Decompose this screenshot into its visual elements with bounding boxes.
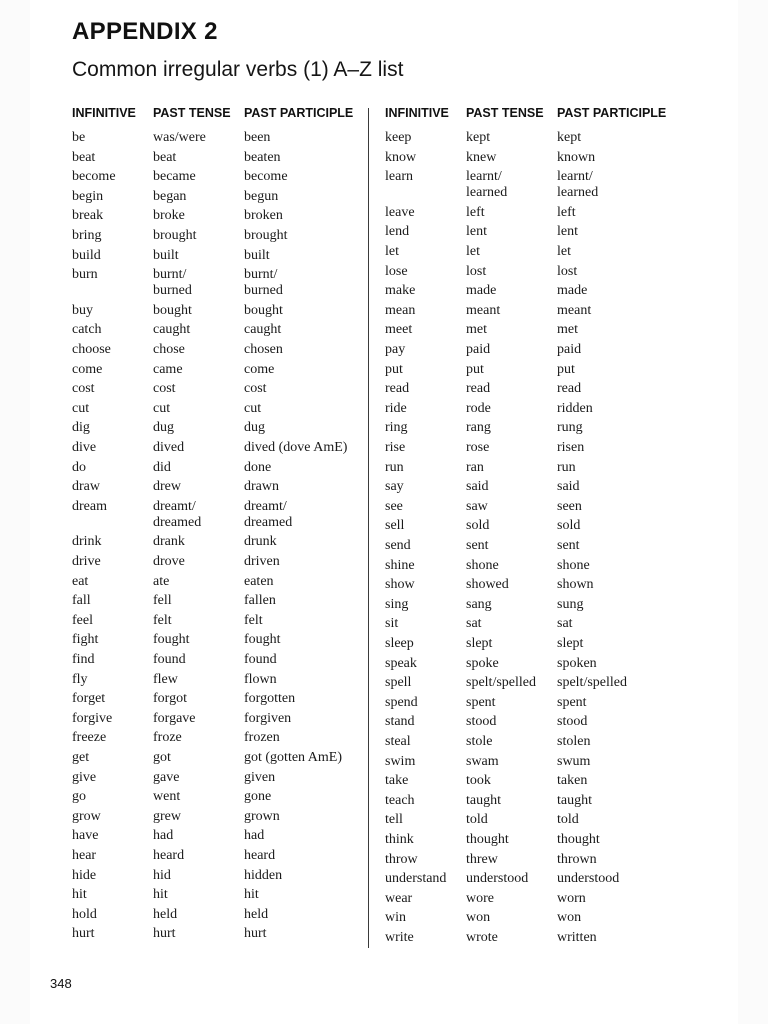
verb-past-tense: met [466,322,487,338]
verb-infinitive: hide [72,867,97,883]
verb-infinitive: shine [385,557,415,573]
verb-past-participle: got (gotten AmE) [244,750,342,765]
verb-past-participle: paid [557,342,582,357]
verb-past-participle: held [244,906,269,922]
verb-past-tense: told [466,812,488,828]
verb-past-participle: bought [244,302,283,318]
verb-past-participle: drawn [244,479,279,495]
verb-past-participle: eaten [244,573,274,589]
verb-past-participle: drunk [244,534,277,550]
verb-infinitive: meet [385,322,413,338]
header-infinitive-left: INFINITIVE [72,106,136,120]
verb-infinitive: dream [72,498,107,514]
verb-past-participle: left [557,204,576,220]
verb-past-participle: swum [557,753,591,769]
verb-past-tense: wrote [466,930,498,945]
verb-past-tense: held [153,906,178,922]
verb-infinitive: go [72,789,86,805]
verb-infinitive: fall [72,593,91,609]
verb-past-tense: forgave [153,710,196,726]
verb-past-participle: won [557,910,582,926]
verb-past-tense: built [153,247,179,263]
verb-infinitive: write [385,930,414,945]
verb-infinitive: hear [72,848,97,863]
verb-past-participle: sent [557,538,580,553]
verb-infinitive: mean [385,302,416,318]
verb-past-participle: hit [244,887,259,903]
verb-infinitive: forgive [72,710,113,726]
verb-infinitive: put [385,361,403,377]
verb-infinitive: stand [385,714,415,730]
verb-infinitive: feel [72,612,93,628]
verb-past-participle: given [244,769,276,785]
verb-past-participle: sung [557,596,584,612]
verb-infinitive: be [72,130,86,145]
verb-past-participle: understood [557,871,620,887]
verb-past-tense: taught [466,792,501,808]
verb-infinitive: sell [385,518,405,534]
verb-infinitive: find [72,652,95,667]
verb-past-tense: saw [466,498,488,514]
verb-past-participle: broken [244,208,283,224]
verb-past-tense: read [466,381,491,397]
verb-past-participle: been [244,130,271,145]
verb-past-tense: knew [466,149,497,165]
verb-past-tense: left [466,204,485,220]
verb-infinitive: fly [72,671,88,687]
verb-past-tense: stood [466,714,497,730]
verb-infinitive: understand [385,871,447,887]
verb-infinitive: hold [72,906,97,922]
verb-infinitive: lend [385,224,410,240]
verb-past-participle: read [557,381,582,397]
verb-infinitive: draw [72,479,100,495]
verb-past-tense: hit [153,887,168,903]
verb-infinitive: ring [385,420,408,436]
verb-infinitive: drive [72,554,101,569]
verb-past-tense: caught [153,322,191,338]
verb-past-tense: burnt/ burned [153,267,192,299]
verb-past-tense: chose [153,342,185,357]
verb-past-tense: paid [466,342,491,357]
verb-past-tense: thought [466,832,509,847]
verb-infinitive: steal [385,734,411,749]
verb-past-tense: meant [466,302,501,318]
verb-infinitive: say [385,479,404,495]
verb-past-participle: chosen [244,342,283,357]
verb-infinitive: run [385,459,404,475]
verb-infinitive: win [385,910,406,926]
verb-past-tense: slept [466,636,493,651]
verb-past-participle: fought [244,632,281,648]
verb-past-participle: beaten [244,149,281,165]
verb-infinitive: freeze [72,730,107,746]
verb-past-tense: won [466,910,491,926]
header-past-tense-left: PAST TENSE [153,106,231,120]
verb-past-participle: dived (dove AmE) [244,440,348,455]
verb-infinitive: fight [72,632,99,648]
page-sheet [30,0,738,1024]
verb-past-participle: spelt/spelled [557,675,627,691]
verb-past-participle: forgiven [244,710,292,726]
verb-past-participle: caught [244,322,282,338]
verb-infinitive: tell [385,812,403,828]
verb-infinitive: begin [72,188,104,204]
verb-infinitive: learn [385,169,413,185]
verb-past-participle: sold [557,518,581,534]
verb-infinitive: throw [385,851,418,867]
verb-past-tense: went [153,789,181,805]
verb-infinitive: cost [72,381,95,397]
verb-past-participle: put [557,361,575,377]
verb-infinitive: catch [72,322,102,338]
verb-past-tense: dreamt/ dreamed [153,498,202,530]
verb-past-participle: sat [557,616,573,632]
verb-infinitive: rise [385,440,406,455]
verb-past-tense: spelt/spelled [466,675,536,691]
verb-past-participle: slept [557,636,584,651]
verb-past-tense: heard [153,848,185,863]
header-past-participle-right: PAST PARTICIPLE [557,106,667,120]
header-infinitive-right: INFINITIVE [385,106,449,120]
verb-past-participle: found [244,652,277,667]
verb-past-tense: brought [153,228,197,243]
verb-past-tense: rang [466,420,491,436]
verb-past-participle: seen [557,498,582,514]
verb-past-tense: hid [153,867,171,883]
verb-past-tense: bought [153,302,192,318]
verb-past-participle: known [557,149,596,165]
verb-infinitive: wear [385,890,413,906]
verb-past-participle: taken [557,773,588,789]
verb-past-participle: lent [557,224,578,240]
verb-past-tense: said [466,479,489,495]
verb-past-tense: understood [466,871,529,887]
verb-past-tense: made [466,283,497,299]
verb-past-tense: sat [466,616,482,632]
header-past-tense-right: PAST TENSE [466,106,544,120]
verb-infinitive: get [72,750,90,765]
verb-past-tense: spent [466,694,496,710]
verb-infinitive: dive [72,440,97,455]
verb-past-participle: burnt/ burned [244,267,283,299]
verb-past-participle: frozen [244,730,280,746]
verb-past-tense: found [153,652,186,667]
verb-past-participle: meant [557,302,592,318]
verb-past-tense: became [153,169,196,185]
verb-infinitive: grow [72,808,101,824]
verb-infinitive: speak [385,655,417,671]
verb-past-tense: fought [153,632,190,648]
verb-infinitive: hurt [72,926,95,942]
verb-past-tense: lost [466,263,487,279]
verb-past-participle: flown [244,671,277,687]
verb-infinitive: become [72,169,116,185]
verb-past-tense: fell [153,593,172,609]
verb-past-tense: got [153,750,171,765]
verb-infinitive: lose [385,263,408,279]
verb-past-tense: grew [153,808,181,824]
verb-past-tense: did [153,459,171,475]
verb-infinitive: think [385,832,414,847]
verb-past-participle: thought [557,832,600,847]
verb-past-participle: made [557,283,588,299]
verb-past-participle: shone [557,557,590,573]
verb-past-tense: swam [466,753,499,769]
verb-infinitive: sit [385,616,399,632]
verb-past-participle: come [244,361,275,377]
verb-past-tense: cut [153,400,171,416]
verb-past-participle: hurt [244,926,267,942]
column-divider [368,108,369,948]
verb-past-tense: had [153,828,174,844]
verb-past-tense: stole [466,734,493,749]
verb-infinitive: send [385,538,411,553]
verb-past-tense: learnt/ learned [466,169,508,201]
verb-infinitive: keep [385,130,412,145]
verb-past-participle: forgotten [244,691,296,707]
verb-past-participle: learnt/ learned [557,169,599,201]
verb-past-participle: driven [244,554,280,569]
verb-past-tense: began [153,188,187,204]
verb-infinitive: drink [72,534,102,550]
verb-past-participle: thrown [557,851,597,867]
header-past-participle-left: PAST PARTICIPLE [244,106,354,120]
verb-past-participle: dreamt/ dreamed [244,498,293,530]
verb-past-participle: shown [557,577,594,593]
verb-past-tense: kept [466,130,491,145]
verb-infinitive: hit [72,887,87,903]
verb-past-tense: put [466,361,484,377]
verb-past-tense: rode [466,400,491,416]
verb-past-tense: broke [153,208,185,224]
verb-past-tense: gave [153,769,180,785]
verb-infinitive: know [385,149,417,165]
verb-past-participle: hidden [244,867,283,883]
verb-past-participle: heard [244,848,276,863]
verb-past-tense: threw [466,851,498,867]
verb-past-tense: flew [153,671,178,687]
verb-infinitive: read [385,381,410,397]
verb-past-participle: built [244,247,270,263]
verb-infinitive: show [385,577,415,593]
verb-past-tense: lent [466,224,487,240]
verb-infinitive: sleep [385,636,414,651]
page-title: APPENDIX 2 [72,18,218,45]
verb-past-tense: hurt [153,926,176,942]
verb-past-participle: cost [244,381,267,397]
verb-past-participle: rung [557,420,583,436]
verb-past-tense: drove [153,554,185,569]
verb-past-tense: shone [466,557,499,573]
verb-infinitive: bring [72,228,102,243]
verb-past-participle: kept [557,130,582,145]
verb-infinitive: pay [385,342,406,357]
verb-infinitive: break [72,208,104,224]
verb-past-participle: written [557,930,597,945]
verb-past-participle: taught [557,792,592,808]
verb-past-tense: drank [153,534,185,550]
page-subtitle: Common irregular verbs (1) A–Z list [72,58,404,81]
verb-past-tense: rose [466,440,490,455]
verb-past-participle: felt [244,612,263,628]
verb-past-participle: dug [244,420,265,436]
verb-past-participle: met [557,322,578,338]
verb-past-participle: had [244,828,265,844]
verb-past-participle: ridden [557,400,593,416]
verb-past-tense: beat [153,149,177,165]
verb-past-tense: felt [153,612,172,628]
verb-infinitive: do [72,459,86,475]
verb-past-tense: forgot [153,691,187,707]
verb-past-participle: done [244,459,272,475]
verb-past-tense: drew [153,479,181,495]
verb-infinitive: eat [72,573,89,589]
verb-infinitive: burn [72,267,98,283]
verb-past-tense: sent [466,538,489,553]
verb-past-tense: sold [466,518,490,534]
verb-past-participle: risen [557,440,585,455]
verb-past-participle: spent [557,694,587,710]
verb-past-participle: stood [557,714,588,730]
verb-past-tense: ran [466,459,484,475]
verb-past-participle: lost [557,263,578,279]
verb-past-participle: said [557,479,580,495]
verb-past-participle: spoken [557,655,597,671]
verb-past-participle: grown [244,808,280,824]
verb-infinitive: have [72,828,99,844]
verb-infinitive: make [385,283,416,299]
verb-past-participle: begun [244,188,279,204]
verb-infinitive: take [385,773,409,789]
page-number: 348 [50,976,72,991]
verb-infinitive: spell [385,675,412,691]
verb-infinitive: come [72,361,103,377]
verb-past-tense: showed [466,577,509,593]
verb-past-tense: was/were [153,130,206,145]
verb-infinitive: dig [72,420,90,436]
verb-infinitive: ride [385,400,407,416]
verb-past-tense: let [466,244,480,259]
verb-past-tense: came [153,361,183,377]
verb-past-tense: froze [153,730,182,746]
verb-infinitive: swim [385,753,416,769]
verb-infinitive: sing [385,596,409,612]
verb-infinitive: beat [72,149,96,165]
verb-infinitive: forget [72,691,106,707]
verb-past-participle: fallen [244,593,276,609]
verb-infinitive: teach [385,792,415,808]
verb-past-tense: sang [466,596,492,612]
verb-infinitive: let [385,244,399,259]
verb-past-tense: cost [153,381,176,397]
verb-past-participle: run [557,459,576,475]
verb-infinitive: buy [72,302,93,318]
verb-past-tense: ate [153,573,170,589]
verb-past-participle: stolen [557,734,591,749]
verb-infinitive: leave [385,204,415,220]
verb-past-tense: dug [153,420,174,436]
verb-infinitive: give [72,769,97,785]
verb-past-participle: worn [557,890,586,906]
verb-past-participle: cut [244,400,262,416]
verb-past-participle: become [244,169,288,185]
verb-infinitive: spend [385,694,418,710]
verb-past-participle: gone [244,789,272,805]
verb-past-participle: let [557,244,571,259]
verb-infinitive: cut [72,400,90,416]
verb-past-participle: brought [244,228,288,243]
verb-past-tense: took [466,773,491,789]
verb-past-tense: wore [466,890,494,906]
verb-infinitive: build [72,247,101,263]
verb-past-participle: told [557,812,579,828]
verb-past-tense: dived [153,440,185,455]
verb-past-tense: spoke [466,655,499,671]
verb-infinitive: see [385,498,403,514]
verb-infinitive: choose [72,342,111,357]
